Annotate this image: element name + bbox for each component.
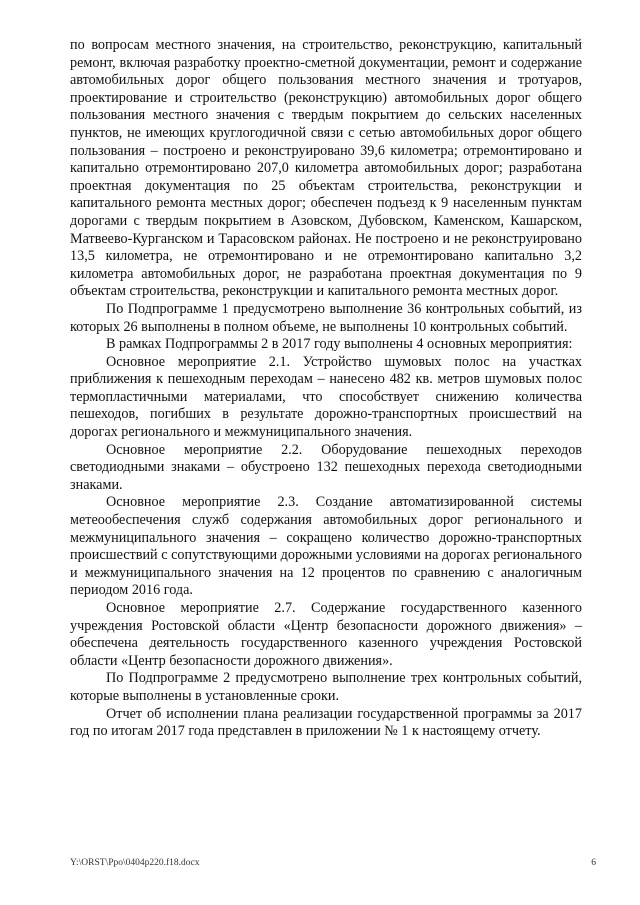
paragraph-subprogram2-intro: В рамках Подпрограммы 2 в 2017 году выполнены 4 основных мероприятия: [106, 336, 573, 353]
paragraph-measure-2-1: Основное мероприятие 2.1. Устройство шумовых полос на участках приближения к пешеходным переходам – нанесено 482 кв. метров шумовых полос термопластичными материалами, что способствует снижению количества пешеходов, погибших в результате дорожно-транспортных происшествий на дорогах регионального и межмуниципального значения. [70, 353, 582, 441]
paragraph-measure-2-7: Основное мероприятие 2.7. Содержание государственного казенного учреждения Ростовской области «Центр безопасности дорожного движения» – обеспечена деятельность государственного казенного учреждения Ростовской области «Центр безопасности дорожного движения». [70, 600, 582, 669]
paragraph-measure-2-2: Основное мероприятие 2.2. Оборудование пешеходных переходов светодиодными знаками – обустроено 132 пешеходных перехода светодиодными знаками. [70, 441, 582, 493]
paragraph-subprogram2-events: По Подпрограмме 2 предусмотрено выполнение трех контрольных событий, которые выполнены в установленные сроки. [70, 670, 582, 704]
paragraph-subprogram1-events: По Подпрограмме 1 предусмотрено выполнение 36 контрольных событий, из которых 26 выполнены в полном объеме, не выполнены 10 контрольных событий. [70, 300, 582, 335]
paragraph-road-funding: по вопросам местного значения, на строительство, реконструкцию, капитальный ремонт, включая разработку проектно-сметной документации, ремонт и содержание автомобильных дорог общего пользования местного значения и тротуаров, проектирование и строительство (реконструкцию) автомобильных дорог общего пользования местного значения с твердым покрытием до сельских населенных пунктов, не имеющих круглогодичной связи с сетью автомобильных дорог общего пользования – построено и реконструировано 39,6 километра; отремонтировано и капитально отремонтировано 207,0 километра автомобильных дорог; разработана проектная документация по 25 объектам строительства, реконструкции и капитального ремонта местных дорог; обеспечен подъезд к 9 населенным пунктам дорогами с твердым покрытием в Азовском, Дубовском, Каменском, Кашарском, Матвеево-Курганском и Тарасовском районах. Не построено и не реконструировано 13,5 километра, не отремонтировано и не отремонтировано капитально 3,2 километра автомобильных дорог, не разработана проектная документация по 9 объектам строительства, реконструкции и капитального ремонта местных дорог. [70, 37, 582, 300]
page-number: 6 [591, 858, 596, 868]
paragraph-measure-2-3: Основное мероприятие 2.3. Создание автоматизированной системы метеообеспечения служб содержания автомобильных дорог регионального и межмуниципального значения – сокращено количество дорожно-транспортных происшествий с сопутствующими дорожными условиями на дорогах регионального и межмуниципального значения на 12 процентов по сравнению с аналогичным периодом 2016 года. [70, 494, 582, 599]
paragraph-report-reference: Отчет об исполнении плана реализации государственной программы за 2017 год по итогам 2017 года представлен в приложении № 1 к настоящему отчету. [70, 705, 582, 740]
footer-file-path: Y:\ORST\Ppo\0404p220.f18.docx [70, 858, 200, 868]
document-body [70, 37, 582, 741]
